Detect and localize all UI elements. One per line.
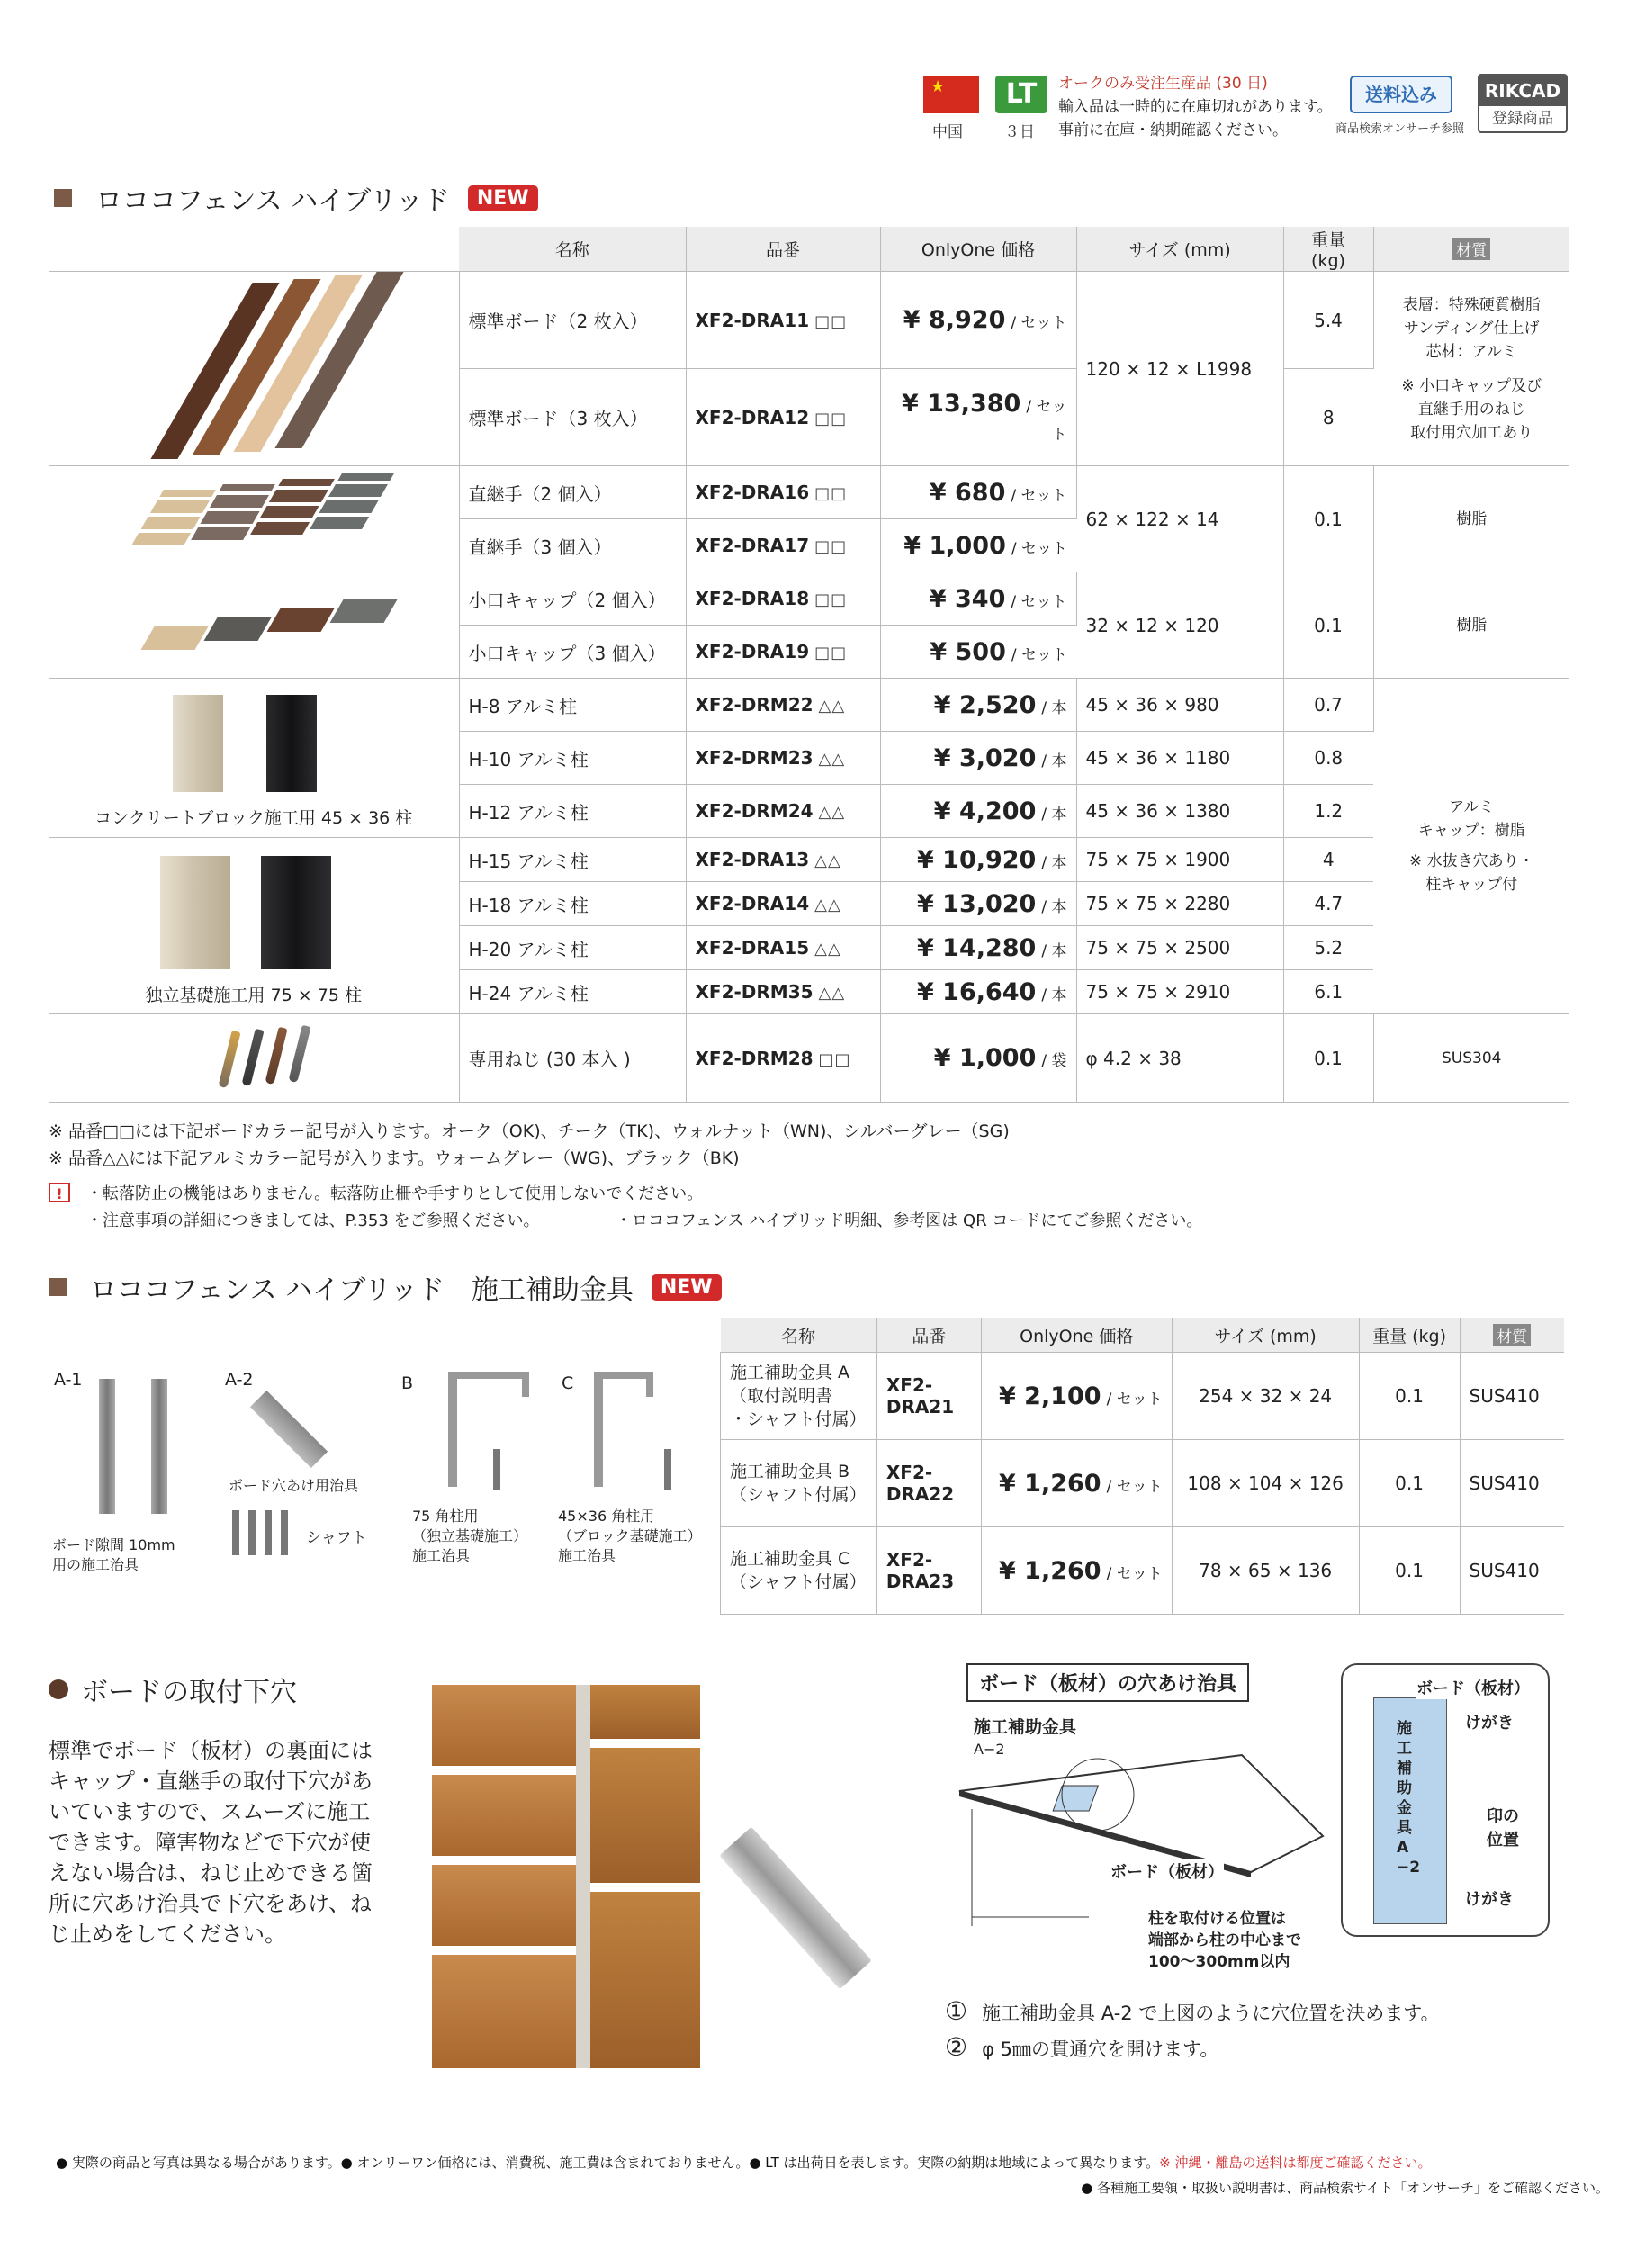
col-material: 材質 (1373, 227, 1569, 272)
product-table (49, 227, 1569, 1102)
section-square-icon (54, 189, 72, 207)
jig-table (720, 1318, 1564, 1615)
table-row: 直継手（2 個入） XF2-DRA16 □□ ¥ 680 / セット 62 × 122 × 14 0.1 樹脂 (49, 466, 1569, 519)
diagram-board-label: ボード（板材） (1110, 1859, 1224, 1883)
joint-image (49, 466, 459, 572)
col-weight: 重量 (kg) (1283, 227, 1373, 272)
warning-icon: ! (49, 1183, 70, 1202)
table-row: 施工補助金具 A （取付説明書 ・シャフト付属） XF2-DRA21 ¥ 2,100 / セット 254 × 32 × 24 0.1 SUS410 (721, 1353, 1565, 1440)
section3-heading: ボードの取付下穴 (49, 1670, 297, 1709)
diagram-jig-label: 施工補助金具 (974, 1717, 1077, 1737)
col-price: OnlyOne 価格 (981, 1318, 1172, 1353)
section2-heading: ロココフェンス ハイブリッド 施工補助金具 NEW (49, 1267, 722, 1307)
col-code: 品番 (686, 227, 880, 272)
post45-image: コンクリートブロック施工用 45 × 36 柱 (49, 679, 459, 838)
material-post: アルミ キャップ：樹脂 ※ 水抜き穴あり・ 柱キャップ付 (1373, 679, 1569, 1014)
step-1: ① 施工補助金具 A-2 で上図のように穴位置を決めます。 (945, 1996, 1440, 2026)
col-price: OnlyOne 価格 (880, 227, 1076, 272)
screw-image (49, 1014, 459, 1102)
col-name: 名称 (459, 227, 686, 272)
lt-label: ３日 (1004, 123, 1035, 141)
col-size: サイズ (mm) (1172, 1318, 1359, 1353)
shipping-caption: 商品検索オンサーチ参照 (1335, 122, 1465, 136)
rikcad-badge: RIKCAD 登録商品 (1478, 74, 1568, 133)
table-row: 専用ねじ (30 本入 ) XF2-DRM28 □□ ¥ 1,000 / 袋 φ 4.2 × 38 0.1 SUS304 (49, 1014, 1569, 1102)
board-diagram-svg (954, 1737, 1332, 1935)
table-row: H-18 アルミ柱 XF2-DRA14 △△ ¥ 13,020 / 本 75 × 75 × 2280 4.7 (49, 882, 1569, 926)
post75-image: 独立基礎施工用 75 × 75 柱 (49, 838, 459, 1014)
fence-photo (432, 1685, 700, 2068)
diagram-jig-sub: A−2 (974, 1741, 1005, 1758)
step-2: ② φ 5㎜の貫通穴を開けます。 (945, 2032, 1219, 2062)
diagram-position-note: 柱を取付ける位置は 端部から柱の中心まで 100〜300mm以内 (1148, 1910, 1301, 1971)
col-size: サイズ (mm) (1076, 227, 1283, 272)
section-square-icon (49, 1278, 67, 1296)
col-code: 品番 (876, 1318, 981, 1353)
table-row: コンクリートブロック施工用 45 × 36 柱 H-8 アルミ柱 XF2-DRM22 △△ ¥ 2,520 / 本 45 × 36 × 980 0.7 アルミ キャップ：樹脂 ※ 水抜き穴あり・ 柱キャップ付 (49, 679, 1569, 732)
table-row: 小口キャップ（3 個入） XF2-DRA19 □□ ¥ 500 / セット (49, 626, 1569, 679)
note-board-colors: ※ 品番□□には下記ボードカラー記号が入ります。オーク（OK)、チーク（TK)、ウォルナット（WN)、シルバーグレー（SG) (49, 1121, 1010, 1141)
section3-text: 標準でボード（板材）の裏面にはキャップ・直継手の取付下穴があいていますので、スムーズに施工できます。障害物などで下穴が使えない場合は、ねじ止めできる箇所に穴あけ治具で下穴をあけ、ねじ止めをしてください。 (49, 1738, 373, 1947)
bullet-dot-icon (49, 1679, 68, 1699)
country-label: 中国 (932, 123, 963, 141)
col-name: 名称 (721, 1318, 877, 1353)
table-row: 施工補助金具 B （シャフト付属） XF2-DRA22 ¥ 1,260 / セット 108 × 104 × 126 0.1 SUS410 (721, 1440, 1565, 1527)
table-row: 小口キャップ（2 個入） XF2-DRA18 □□ ¥ 340 / セット 32 × 12 × 120 0.1 樹脂 (49, 572, 1569, 626)
new-badge: NEW (652, 1274, 722, 1300)
note-alu-colors: ※ 品番△△には下記アルミカラー記号が入ります。ウォームグレー（WG)、ブラック（BK) (49, 1148, 740, 1168)
col-material: 材質 (1460, 1318, 1564, 1353)
note-ref: ・注意事項の詳細につきましては、P.353 をご参照ください。 (86, 1211, 540, 1230)
note-qr: ・ロココフェンス ハイブリッド明細、参考図は QR コードにてご参照ください。 (616, 1211, 1203, 1230)
shipping-included-badge: 送料込み (1350, 76, 1452, 113)
table-row: H-10 アルミ柱 XF2-DRM23 △△ ¥ 3,020 / 本 45 × 36 × 1180 0.8 (49, 732, 1569, 785)
table-row: H-12 アルミ柱 XF2-DRM24 △△ ¥ 4,200 / 本 45 × 36 × 1380 1.2 (49, 785, 1569, 838)
table-row: 標準ボード（3 枚入） XF2-DRA12 □□ ¥ 13,380 / セット 8 (49, 369, 1569, 466)
end-cap-image (49, 572, 459, 679)
note-fall: ・転落防止の機能はありません。転落防止柵や手すりとして使用しないでください。 (86, 1184, 704, 1203)
jig-a2-photo (719, 1827, 871, 1990)
section1-heading: ロココフェンス ハイブリッド NEW (54, 178, 538, 218)
footer-line2: ● 各種施工要領・取扱い説明書は、商品検索サイト「オンサーチ」をご確認ください。 (1081, 2180, 1609, 2196)
board-image (49, 272, 459, 466)
new-badge: NEW (468, 185, 538, 212)
table-row: 直継手（3 個入） XF2-DRA17 □□ ¥ 1,000 / セット (49, 519, 1569, 572)
china-flag-icon: ★ (923, 76, 979, 113)
jig-illustrations: A-1 A-2 B C ボード隙間 10mm 用の施工治具 ボード穴あけ用治具 シャフト 75 角柱用 （独立基礎施工） 施工治具 45×36 角柱用 （ブロック基礎施工） 施工治具 (52, 1370, 702, 1573)
diagram-title: ボード（板材）の穴あけ治具 (966, 1663, 1249, 1702)
col-weight: 重量 (kg) (1359, 1318, 1460, 1353)
lt-badge: LT (995, 76, 1047, 113)
jig-detail-panel: 施工補助金具A−2 ボード（板材） けがき 印の 位置 けがき (1341, 1663, 1550, 1937)
material-board: 表層：特殊硬質樹脂 サンディング仕上げ 芯材：アルミ ※ 小口キャップ及び 直継手用のねじ 取付用穴加工あり (1373, 272, 1569, 466)
table-row: H-24 アルミ柱 XF2-DRM35 △△ ¥ 16,640 / 本 75 × 75 × 2910 6.1 (49, 970, 1569, 1014)
header-notice: オークのみ受注生産品 (30 日) 輸入品は一時的に在庫切れがあります。 事前に在庫・納期確認ください。 (1058, 75, 1333, 140)
table-row: 標準ボード（2 枚入） XF2-DRA11 □□ ¥ 8,920 / セット 120 × 12 × L1998 5.4 表層：特殊硬質樹脂 サンディング仕上げ 芯材：アルミ ※ 小口キャップ及び 直継手用のねじ 取付用穴加工あり (49, 272, 1569, 369)
footer-line1: ● 実際の商品と写真は異なる場合があります。● オンリーワン価格には、消費税、施工費は含まれておりません。● LT は出荷日を表します。実際の納期は地域によって異なります。※ 沖縄・離島の送料は都度ご確認ください。 (56, 2155, 1432, 2171)
table-row: 施工補助金具 C （シャフト付属） XF2-DRA23 ¥ 1,260 / セット 78 × 65 × 136 0.1 SUS410 (721, 1527, 1565, 1615)
table-row: 独立基礎施工用 75 × 75 柱 H-15 アルミ柱 XF2-DRA13 △△ ¥ 10,920 / 本 75 × 75 × 1900 4 (49, 838, 1569, 882)
table-row: H-20 アルミ柱 XF2-DRA15 △△ ¥ 14,280 / 本 75 × 75 × 2500 5.2 (49, 926, 1569, 970)
